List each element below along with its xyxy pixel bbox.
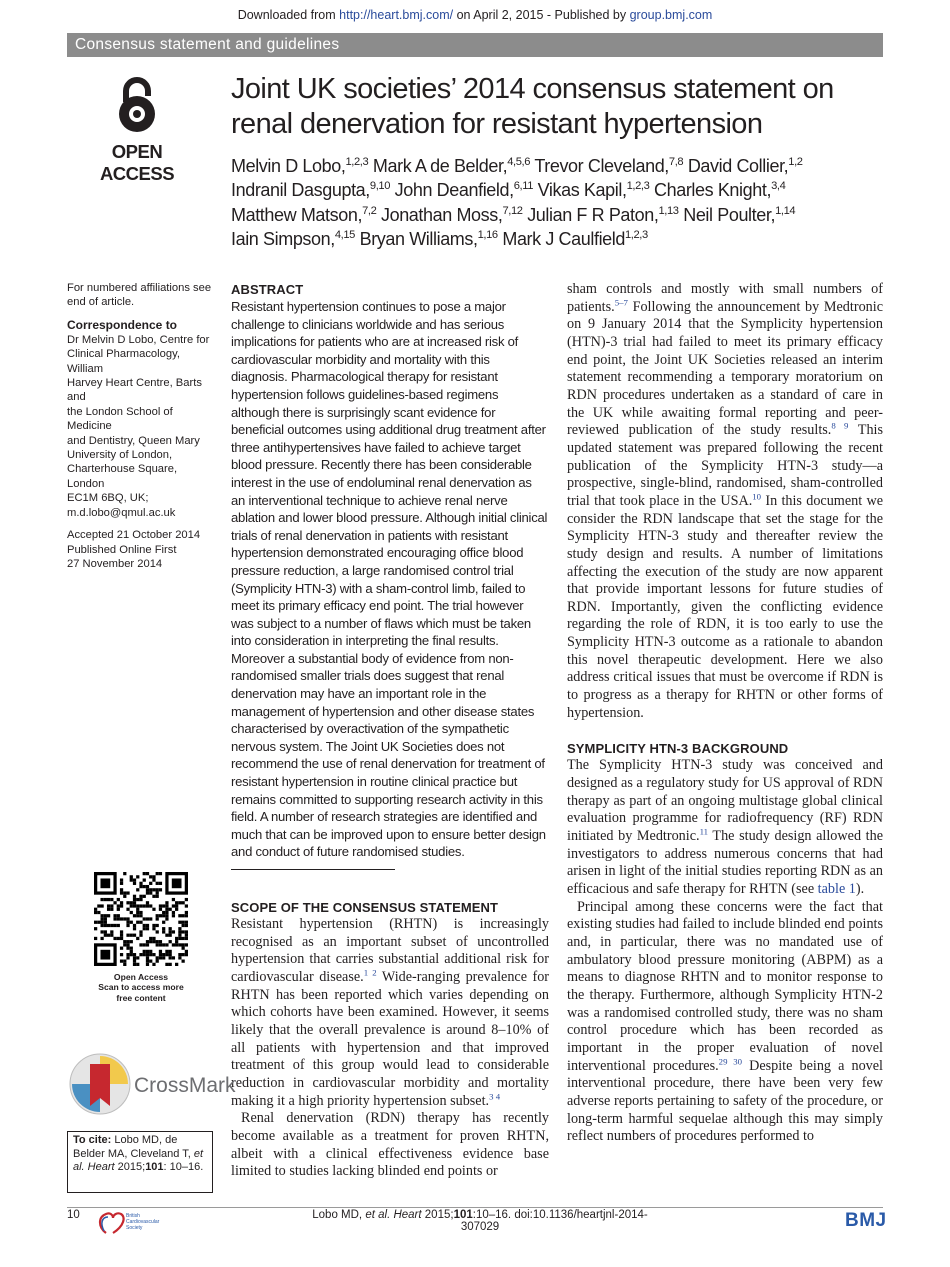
- article-dates: [67, 528, 217, 571]
- title-line-1: Joint UK societies’ 2014 consensus statement on: [231, 73, 834, 105]
- scope-section: [231, 899, 549, 1181]
- page-number: 10: [67, 1209, 80, 1221]
- qr-caption-line: Scan to access more: [98, 982, 184, 993]
- author: Vikas Kapil,$^{1,2,3}$: [537, 180, 650, 201]
- right-paragraph-1: sham controls and mostly with small numbers of patients.$^{5-7}$ Following the announcement by Medtronic on 9 January 2014 that the Symplicity hypertension (HTN)-3 trial had failed to meet its primary efficacy end point, the Joint UK Societies released an interim statement recommending a temporary moratorium on RDN procedures undertaken as a standard of care in the UK while awaiting formal reporting and peer-reviewed publication of the study results.$^{8 9}$ This updated statement was prepared following the recent publication of the Symplicity HTN-3 study—a prospective, single-blind, randomised, sham-controlled trial that took place in the USA.$^{10}$ In this document we consider the RDN landscape that set the stage for the Symplicity HTN-3 study and thereafter review the study design and results. A number of limitations affecting the execution of the study are now apparent that provide important lessons for future studies of RDN. Importantly, given the conflicting evidence regarding the role of RDN, it is too early to use the Symplicity HTN-3 outcome as a rationale to abandon this novel therapeutic development. Here we also address critical issues that must be overcome if RDN is to progress as a therapy for RHTN or other forms of hypertension.: [567, 281, 883, 721]
- citation-box: To cite: Lobo MD, de Belder MA, Cleveland T, et al. Heart 2015;101: 10–16.: [67, 1131, 213, 1193]
- open-access-label: OPEN ACCESS: [99, 141, 175, 184]
- qr-caption-line: free content: [116, 992, 166, 1003]
- crossmark-icon: [68, 1052, 236, 1116]
- article-title: [231, 72, 881, 142]
- author: Indranil Dasgupta,$^{9,10}$: [231, 180, 391, 201]
- svg-text:Society: Society: [126, 1225, 143, 1231]
- author: Mark J Caulfield$^{1,2,3}$: [502, 229, 648, 250]
- citation-label: To cite:: [73, 1134, 112, 1146]
- author: Iain Simpson,$^{4,15}$: [231, 229, 355, 250]
- author: Neil Poulter,$^{1,14}$: [683, 204, 796, 225]
- author: Mark A de Belder,$^{4,5,6}$: [372, 156, 531, 176]
- author: Trevor Cleveland,$^{7,8}$: [534, 156, 684, 176]
- svg-text:Cardiovascular: Cardiovascular: [126, 1219, 160, 1225]
- abstract-section: [231, 281, 549, 861]
- bcs-logo-icon: [96, 1209, 160, 1235]
- reference-link[interactable]: 29 30: [718, 1055, 742, 1066]
- right-column: [567, 281, 883, 1146]
- author: John Deanfield,$^{6,11}$: [394, 180, 534, 201]
- reference-link[interactable]: 3 4: [489, 1090, 501, 1101]
- table-1-link[interactable]: table 1: [817, 881, 856, 897]
- published-date: 27 November 2014: [67, 557, 163, 570]
- scope-paragraph-1: Resistant hypertension (RHTN) is increasingly recognised as an important subset of uncontrolled hypertension that carries substantial additional risk for cardiovascular disease.$^{1 2}$ Wide-ranging prevalence for RHTN has been reported which varies depending on which cohorts have been examined. However, it seems likely that the overall prevalence is around 8–10% of all patients with hypertension and that improved treatment of this group would lead to considerable reduction in cardiovascular morbidity and mortality making it a high priority hypertension subset.$^{3 4}$: [231, 916, 550, 1109]
- svg-text:British: British: [126, 1213, 140, 1219]
- author: Jonathan Moss,$^{7,12}$: [380, 204, 523, 225]
- open-access-lock-icon: [113, 76, 161, 134]
- author: Julian F R Paton,$^{1,13}$: [527, 204, 679, 225]
- address-line: Harvey Heart Centre, Barts and: [67, 377, 202, 404]
- abstract-text: Resistant hypertension continues to pose a major challenge to clinicians worldwide and has serious implications for patients who are at increased risk of cardiovascular morbidity and mortality with this diagnosis. Pharmacological therapy for resistant hypertension follows guidelines-based regimens although there is surprisingly scant evidence for beneficial outcomes using additional drug treatment after three antihypertensives have failed to achieve target blood pressure. Recently there has been considerable interest in the use of endoluminal renal denervation as an interventional technique to achieve renal nerve ablation and lower blood pressure. Although initial clinical trials of renal denervation in patients with resistant hypertension demonstrated encouraging office blood pressure reduction, a large randomised control trial (Symplicity HTN-3) with a sham-control limb, failed to meet its primary efficacy end point. The trial however was subject to a number of flaws which must be taken into consideration in interpreting the final results. Moreover a substantial body of evidence from non-randomised smaller trials does suggest that renal denervation may have an important role in the management of hypertension and other disease states characterised by overactivation of the sympathetic nervous system. The Joint UK Societies does not recommend the use of renal denervation for treatment of resistant hypertension in routine clinical practice but remains committed to supporting research activity in this field. A number of research strategies are identified and much that can be improved upon to ensure better design and conduct of future randomised studies.: [231, 299, 548, 860]
- author-list: [231, 154, 891, 252]
- footer-citation: Lobo MD, et al. Heart 2015;101:10–16. doi:10.1136/heartjnl-2014-307029: [312, 1209, 648, 1233]
- address-line: the London School of Medicine: [67, 405, 173, 433]
- reference-link[interactable]: 11: [699, 826, 709, 837]
- crossmark-badge[interactable]: [68, 1052, 236, 1116]
- published-label: Published Online First: [67, 543, 177, 556]
- scope-paragraph-2: Renal denervation (RDN) therapy has recently become available as a treatment for proven RHTN, albeit with a clinical effectiveness evidence base limited to studies lacking blinded end points or: [231, 1110, 549, 1180]
- author: Matthew Matson,$^{7,2}$: [231, 204, 377, 225]
- title-line-2: renal denervation for resistant hypertension: [231, 108, 763, 140]
- background-paragraph-2: Principal among these concerns were the fact that existing studies had failed to include blinded end points and, in particular, there was no mandated use of ambulatory blood pressure monitoring (ABPM) as a means to diagnose RHTN and to monitor response to the therapy. Furthermore, although Symplicity HTN-2 was a randomised controlled study, there was no sham control procedure which has been recorded as important in the proper evaluation of novel interventional procedures.$^{29 30}$ Despite being a novel interventional procedure, there have been very few adverse reports pertaining to safety of the procedure, or long-term harmful sequelae although this may simply reflect numbers of procedures performed to: [567, 898, 884, 1145]
- abstract-divider: [231, 869, 395, 870]
- address-line: Clinical Pharmacology, William: [67, 348, 180, 375]
- address-line: Charterhouse Square, London: [67, 463, 178, 490]
- author: Bryan Williams,$^{1,16}$: [359, 229, 498, 250]
- author: Melvin D Lobo,$^{1,2,3}$: [231, 156, 369, 176]
- qr-code-icon[interactable]: [94, 872, 188, 966]
- footer-divider: [67, 1207, 883, 1208]
- correspondence-email[interactable]: m.d.lobo@qmul.ac.uk: [67, 506, 176, 519]
- open-access-logo: [82, 76, 192, 185]
- address-line: and Dentistry, Queen Mary: [67, 434, 200, 447]
- banner-middle: on April 2, 2015 - Published by: [453, 8, 630, 22]
- correspondence-address: [67, 333, 217, 520]
- reference-link[interactable]: 1 2: [363, 967, 377, 978]
- background-paragraph-1: The Symplicity HTN-3 study was conceived and designed as a regulatory study for US approval of RDN therapy as part of an ongoing multistage global clinical evaluation programme for radiofrequency (RF) RDN initiated by Medtronic.$^{11}$ The study design allowed the investigators to address numerous concerns that had arisen in light of the initial studies reporting RDN as an efficacious and safe therapy for RHTN (see table 1).: [567, 757, 883, 897]
- bmj-logo: BMJ: [845, 1210, 887, 1231]
- scope-heading: SCOPE OF THE CONSENSUS STATEMENT: [231, 900, 499, 915]
- abstract-heading: ABSTRACT: [231, 282, 304, 297]
- address-line: University of London,: [67, 449, 173, 462]
- download-banner: [0, 8, 950, 22]
- qr-caption: [93, 972, 189, 1003]
- reference-link[interactable]: 5–7: [614, 296, 628, 307]
- background-heading: SYMPLICITY HTN-3 BACKGROUND: [567, 741, 789, 757]
- crossmark-label: CrossMark: [134, 1074, 236, 1097]
- affiliations-note: For numbered affiliations see end of article.: [67, 282, 212, 309]
- correspondence-heading: Correspondence to: [67, 317, 178, 332]
- reference-link[interactable]: 10: [752, 491, 762, 502]
- group-bmj-link[interactable]: group.bmj.com: [629, 8, 713, 22]
- section-band: Consensus statement and guidelines: [67, 33, 883, 57]
- author: Charles Knight,$^{3,4}$: [654, 180, 786, 201]
- address-line: EC1M 6BQ, UK;: [67, 492, 149, 505]
- reference-link[interactable]: 8 9: [831, 420, 849, 431]
- qr-caption-line: Open Access: [113, 972, 169, 982]
- banner-prefix: Downloaded from: [237, 8, 340, 22]
- accepted-date: Accepted 21 October 2014: [67, 529, 201, 542]
- qr-code-block[interactable]: [93, 872, 189, 1003]
- article-sidebar: [67, 281, 217, 571]
- heart-bmj-link[interactable]: http://heart.bmj.com/: [339, 8, 454, 22]
- author: David Collier,$^{1,2}$: [687, 156, 803, 176]
- address-line: Dr Melvin D Lobo, Centre for: [67, 333, 210, 346]
